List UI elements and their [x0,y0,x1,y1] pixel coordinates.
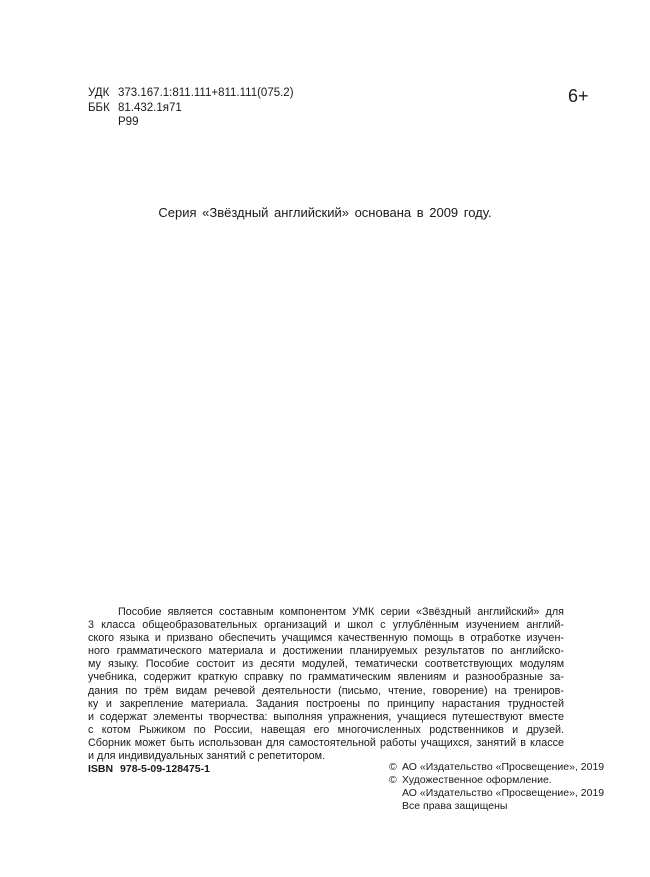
abstract-line: му языку. Пособие состоит из десяти модулей, тематически соответствующих модулям [88,658,564,671]
copyright-icon: © [389,774,397,786]
series-note: Серия «Звёздный английский» основана в 2009 году. [158,205,492,220]
abstract-line: дания по трём видам речевой деятельности (письмо, чтение, говорение) на трениров- [88,684,564,697]
abstract-line: 3 класса общеобразовательных организаций и школ с углублённым изучением англий- [88,619,564,632]
abstract [88,606,564,763]
copyright-icon: © [389,761,397,773]
copyright-design: Художественное оформление. [402,774,552,786]
abstract-line: учебника, содержит краткую справку по грамматическим явлениям и разнообразные за- [88,671,564,684]
abstract-line: Сборник может быть использован для самостоятельной работы учащихся, занятий в классе [88,736,564,749]
abstract-line: ского языка и призвано обеспечить учащимся качественную помощь в отработке изучен- [88,632,564,645]
isbn [88,763,210,776]
isbn-number: 978-5-09-128475-1 [120,763,210,775]
bbk-row [88,101,294,116]
abstract-line: ку и закрепление материала. Задания построены по принципу нарастания трудностей [88,697,564,710]
abstract-line: и содержат элементы творчества: выполняя упражнения, учащиеся путешествуют вместе [88,710,564,723]
bbk-value: 81.432.1я71 [118,101,182,114]
abstract-line: ного грамматического материала и достижении планируемых результатов по английско- [88,645,564,658]
bbk-label: ББК [88,101,110,114]
copyright-publisher: АО «Издательство «Просвещение», 2019 [402,761,605,773]
copyright-block [389,761,604,813]
udk-value: 373.167.1:811.111+811.111(075.2) [118,87,294,99]
copyright-rights: Все права защищены [402,800,508,812]
copyright-design-publisher: АО «Издательство «Просвещение», 2019 [402,787,605,799]
author-mark-row [88,115,294,130]
copyright-row [389,787,604,800]
author-mark: Р99 [118,116,139,128]
copyright-row [389,774,604,787]
udk-label: УДК [88,87,110,99]
copyright-row [389,761,604,774]
abstract-line: с котом Рыжиком по России, навещая его многочисленных родственников и друзей. [88,723,564,736]
isbn-label: ISBN [88,763,114,775]
udk-row [88,86,294,101]
copyright-row [389,800,604,813]
abstract-line: Пособие является составным компонентом УМК серии «Звёздный английский» для [118,606,564,618]
abstract-line: и для индивидуальных занятий с репетитором. [88,750,326,763]
classification-block [88,86,294,130]
age-rating: 6+ [568,86,589,106]
